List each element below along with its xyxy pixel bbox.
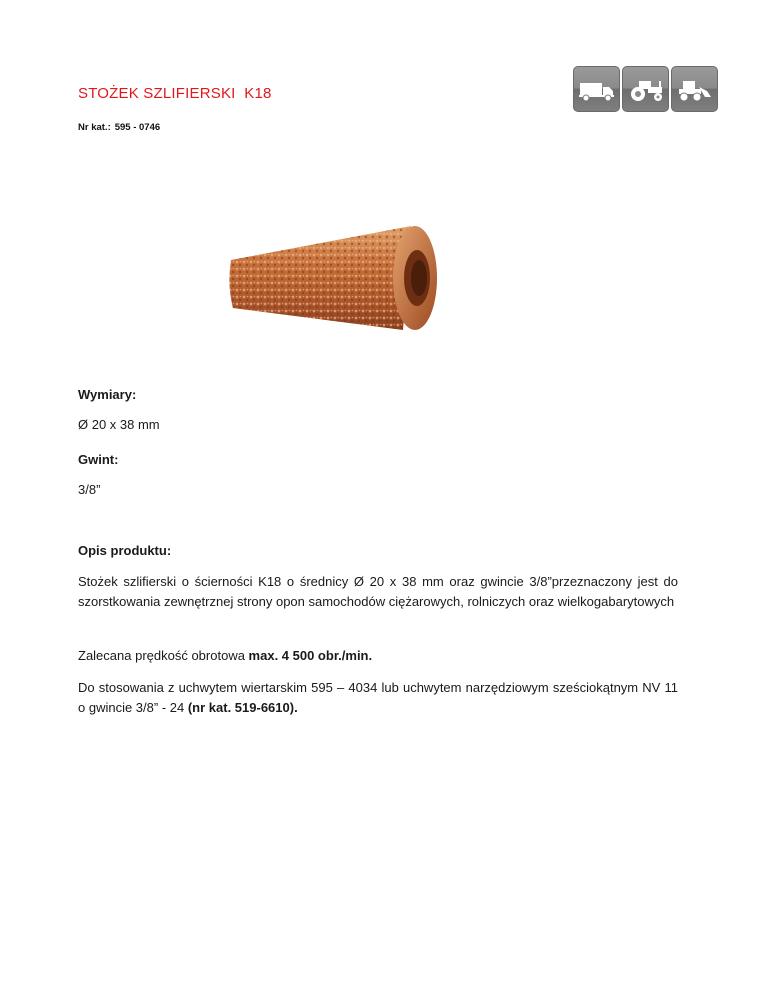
- speed-paragraph: [78, 646, 678, 666]
- speed-prefix: Zalecana prędkość obrotowa: [78, 648, 249, 663]
- dimensions-label: Wymiary:: [78, 387, 137, 402]
- loader-icon: [671, 66, 718, 112]
- description-label: Opis produktu:: [78, 543, 172, 558]
- usage-reference: (nr kat. 519-6610).: [187, 700, 298, 715]
- catalog-value: 595 - 0746: [114, 122, 161, 133]
- tractor-icon: [622, 66, 669, 112]
- usage-prefix: Do stosowania z uchwytem wiertarskim 595 – 4034 lub uchwytem narzędziowym sześciokątnym NV 11 o gwincie 3/8” - 24: [78, 680, 678, 715]
- thread-label: Gwint:: [78, 452, 119, 467]
- product-title: STOŻEK SZLIFIERSKI K18: [78, 85, 272, 102]
- vehicle-category-icons: [573, 66, 721, 112]
- catalog-number: [78, 122, 160, 133]
- usage-paragraph: [78, 678, 678, 718]
- grinding-cone-image: [193, 190, 508, 362]
- catalog-label: Nr kat.:: [78, 122, 111, 133]
- speed-value: max. 4 500 obr./min.: [248, 648, 373, 663]
- description-paragraph: Stożek szlifierski o ścierności K18 o średnicy Ø 20 x 38 mm oraz gwincie 3/8”przeznaczony jest do szorstkowania zewnętrznej strony opon samochodów ciężarowych, rolniczych oraz wielkogabarytowych: [78, 574, 678, 609]
- dimensions-value: Ø 20 x 38 mm: [78, 417, 160, 432]
- thread-value: 3/8”: [78, 482, 101, 497]
- truck-icon: [573, 66, 620, 112]
